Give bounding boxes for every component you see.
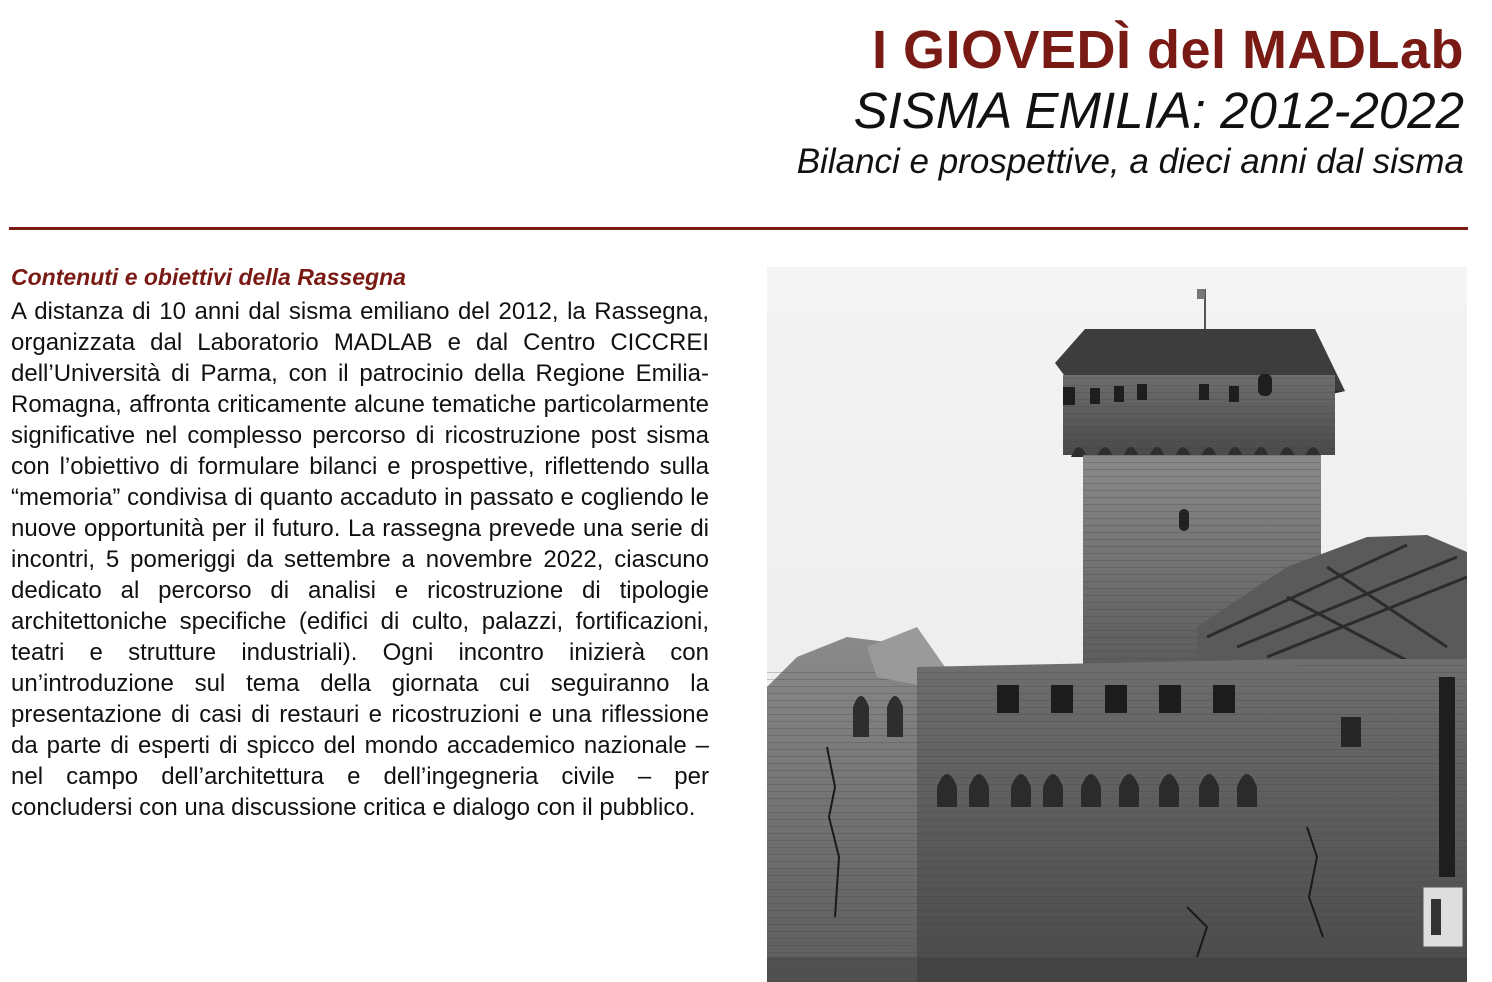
event-tagline: Bilanci e prospettive, a dieci anni dal sisma bbox=[796, 142, 1464, 181]
event-subtitle: SISMA EMILIA: 2012-2022 bbox=[853, 82, 1464, 139]
event-title: I GIOVEDÌ del MADLab bbox=[871, 20, 1464, 80]
section-paragraph: A distanza di 10 anni dal sisma emiliano del 2012, la Rassegna, organizzata dal Laboratorio MADLAB e dal Centro CICCREI dell’Università di Parma, con il patrocinio della Regione Emilia-Romagna, affronta criticamente alcune tematiche particolarmente significative nel complesso percorso di ricostruzione post sisma con l’obiettivo di formulare bilanci e prospettive, riflettendo sulla “memoria” condivisa di quanto accaduto in passato e cogliendo le nuove opportunità per il futuro. La rassegna prevede una serie di incontri, 5 pomeriggi da settembre a novembre 2022, ciascuno dedicato al percorso di analisi e ricostruzione di tipologie architettoniche specifiche (edifici di culto, palazzi, fortificazioni, teatri e strutture industriali). Ogni incontro inizierà con un’introduzione sul tema della giornata cui seguiranno la presentazione di casi di restauri e ricostruzioni e una riflessione da parte di esperti di spicco del mondo accademico nazionale – nel campo dell’architettura e dell’ingegneria civile – per concludersi con una discussione critica e dialogo con il pubblico. bbox=[11, 298, 709, 821]
section-title: Contenuti e obiettivi della Rassegna bbox=[11, 264, 406, 290]
header bbox=[797, 18, 1464, 184]
header-divider bbox=[9, 227, 1468, 230]
castle-photo bbox=[767, 267, 1467, 982]
